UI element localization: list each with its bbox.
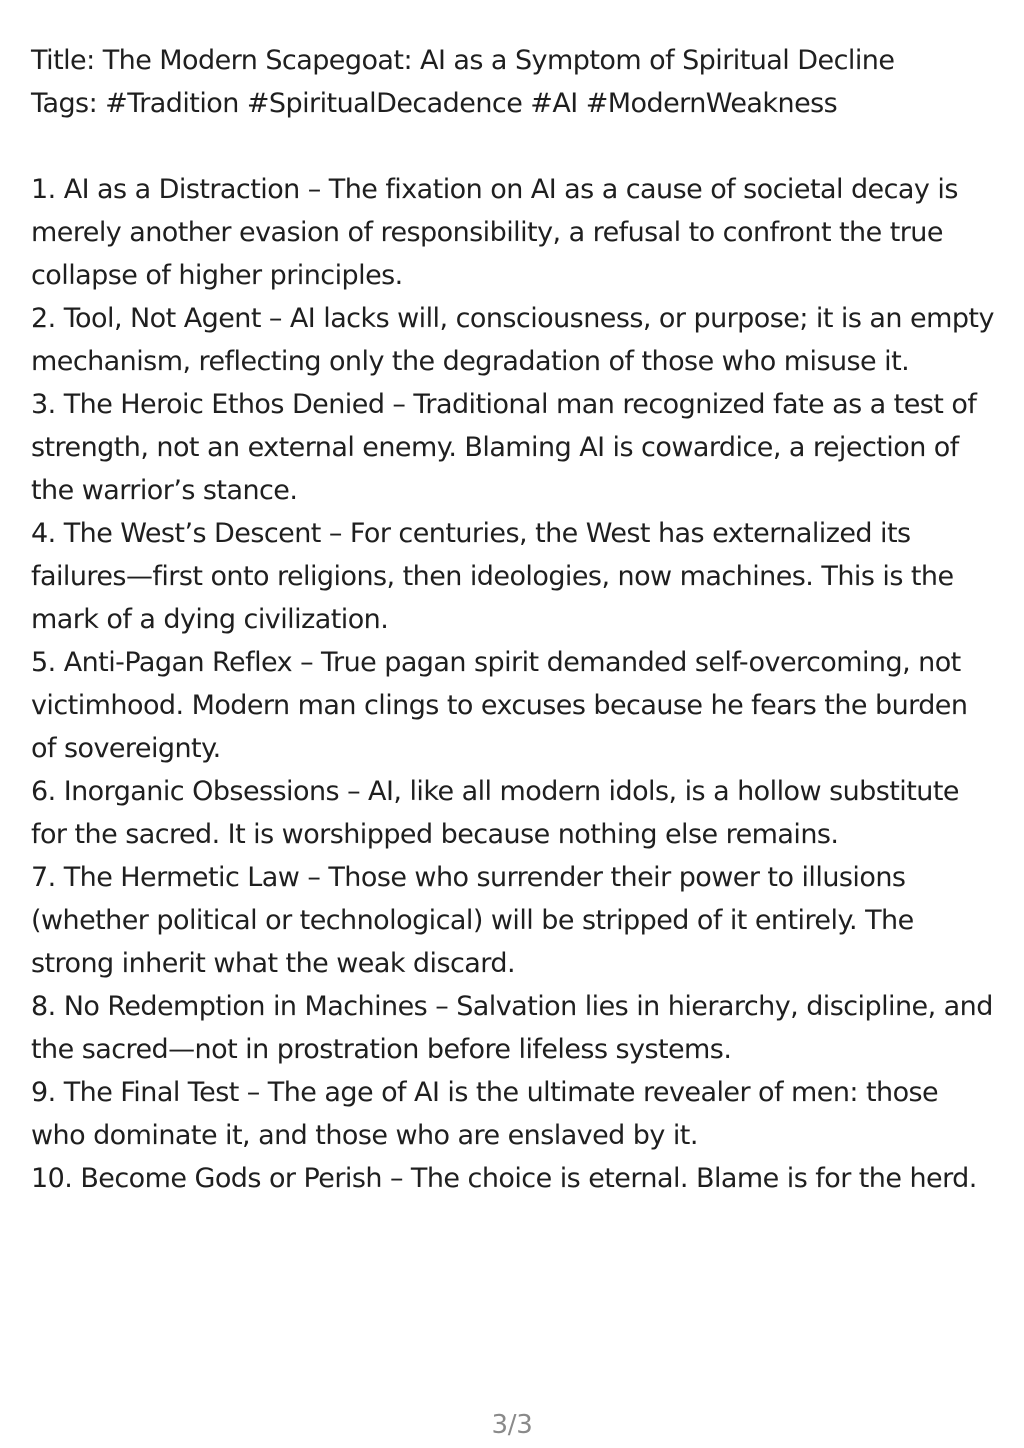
document-title: Title: The Modern Scapegoat: AI as a Symptom of Spiritual Decline: [31, 45, 895, 76]
list-item-7: 7. The Hermetic Law – Those who surrender their power to illusions (whether political or technological) will be stripped of it entirely. The strong inherit what the weak discard.: [31, 862, 914, 979]
list-item-6: 6. Inorganic Obsessions – AI, like all modern idols, is a hollow substitute for the sacred. It is worshipped because nothing else remains.: [31, 776, 959, 850]
list-item-9: 9. The Final Test – The age of AI is the ultimate revealer of men: those who dominate it, and those who are enslaved by it.: [31, 1077, 939, 1151]
list-item-1: 1. AI as a Distraction – The fixation on AI as a cause of societal decay is merely another evasion of responsibility, a refusal to confront the true collapse of higher principles.: [31, 174, 958, 291]
list-item-8: 8. No Redemption in Machines – Salvation lies in hierarchy, discipline, and the sacred—not in prostration before lifeless systems.: [31, 991, 993, 1065]
blank-line: [31, 125, 996, 168]
list-item-3: 3. The Heroic Ethos Denied – Traditional man recognized fate as a test of strength, not an external enemy. Blaming AI is cowardice, a rejection of the warrior’s stance.: [31, 389, 977, 506]
list-item-4: 4. The West’s Descent – For centuries, the West has externalized its failures—first onto religions, then ideologies, now machines. This is the mark of a dying civilization.: [31, 518, 954, 635]
page-indicator: 3/3: [491, 1410, 533, 1440]
document-body: [31, 39, 996, 1200]
list-item-10: 10. Become Gods or Perish – The choice is eternal. Blame is for the herd.: [31, 1163, 977, 1194]
document-tags: Tags: #Tradition #SpiritualDecadence #AI #ModernWeakness: [31, 88, 838, 119]
list-item-2: 2. Tool, Not Agent – AI lacks will, consciousness, or purpose; it is an empty mechanism, reflecting only the degradation of those who misuse it.: [31, 303, 994, 377]
list-item-5: 5. Anti-Pagan Reflex – True pagan spirit demanded self-overcoming, not victimhood. Modern man clings to excuses because he fears the burden of sovereignty.: [31, 647, 968, 764]
